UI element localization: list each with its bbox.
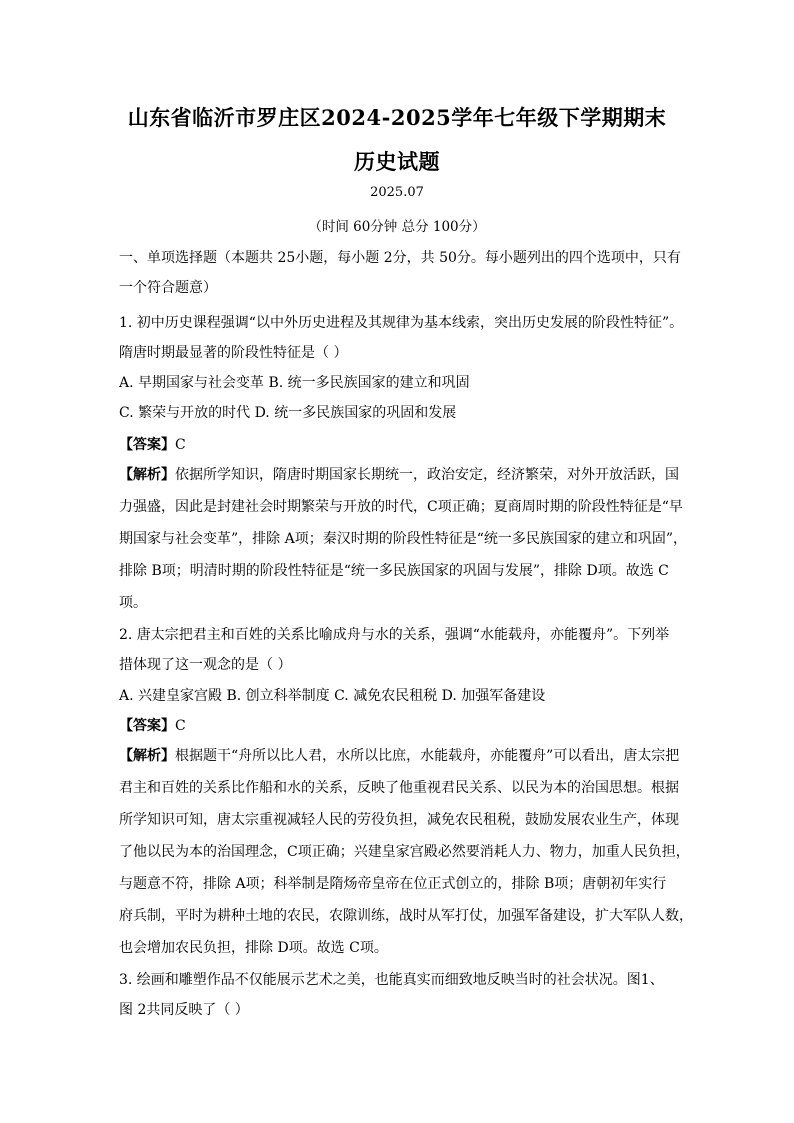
q1-analysis-line1 [119,465,679,485]
q2-options-line1: A. 兴建皇家宫殿 B. 创立科举制度 C. 减免农民租税 D. 加强军备建设 [119,688,546,704]
q1-analysis-text1: 依据所学知识，隋唐时期国家长期统一，政治安定，经济繁荣，对外开放活跃，国 [175,467,679,483]
q3-stem-line1: 3. 绘画和雕塑作品不仅能展示艺术之美，也能真实而细致地反映当时的社会状况。图1、 [119,972,664,988]
q1-analysis-line3: 期国家与社会变革”，排除 A项；秦汉时期的阶段性特征是“统一多民族国家的建立和巩固”， [119,531,688,547]
q2-analysis-line3: 所学知识可知，唐太宗重视减轻人民的劳役负担，减免农民租税，鼓励发展农业生产，体现 [119,812,679,828]
q3-stem-line2: 图 2共同反映了（ ） [119,1002,249,1018]
q2-stem-line2: 措体现了这一观念的是（ ） [119,657,292,673]
q1-stem-line2: 隋唐时期最显著的阶段性特征是（ ） [119,345,348,361]
q1-answer-label: 【答案】 [119,437,175,453]
q2-answer-label: 【答案】 [119,718,175,734]
q2-analysis-line5: 与题意不符，排除 A项；科举制是隋炀帝皇帝在位正式创立的，排除 B项；唐朝初年实行 [119,876,667,892]
exam-title: 山东省临沂市罗庄区2024-2025学年七年级下学期期末 [127,105,667,130]
q1-analysis-line5: 项。 [119,595,147,611]
q1-analysis-line4: 排除 B项；明清时期的阶段性特征是“统一多民族国家的巩固与发展”，排除 D项。故选 C [119,563,669,579]
q2-answer [119,716,186,736]
section-heading-line2: 一个符合题意） [119,280,217,296]
exam-date: 2025.07 [370,185,424,200]
q2-analysis-line6: 府兵制，平时为耕种土地的农民，农隙训练，战时从军打仗，加强军备建设，扩大军队人数， [119,908,693,924]
q1-analysis-label: 【解析】 [119,467,175,483]
q1-options-line2: C. 繁荣与开放的时代 D. 统一多民族国家的巩固和发展 [119,405,457,421]
q1-stem-line1: 1. 初中历史课程强调“以中外历史进程及其规律为基本线索，突出历史发展的阶段性特征”。 [119,315,684,331]
q2-stem-line1: 2. 唐太宗把君主和百姓的关系比喻成舟与水的关系，强调“水能载舟，亦能覆舟”。下列举 [119,627,670,643]
q2-answer-value: C [175,718,186,734]
q2-analysis-label: 【解析】 [119,748,175,764]
q2-analysis-line2: 君主和百姓的关系比作船和水的关系，反映了他重视君民关系、以民为本的治国思想。根据 [119,780,679,796]
q2-analysis-line1 [119,746,679,766]
exam-subtitle: 历史试题 [354,149,440,174]
section-heading-line1: 一、单项选择题（本题共 25小题，每小题 2分，共 50分。每小题列出的四个选项中，只有 [119,250,681,266]
q1-answer [119,435,186,455]
q1-answer-value: C [175,437,186,453]
exam-time-info: （时间 60分钟 总分 100分） [308,219,486,235]
q1-options-line1: A. 早期国家与社会变革 B. 统一多民族国家的建立和巩固 [119,375,470,391]
q1-analysis-line2: 力强盛，因此是封建社会时期繁荣与开放的时代，C项正确；夏商周时期的阶段性特征是“早 [119,499,683,515]
q2-analysis-line7: 也会增加农民负担，排除 D项。故选 C项。 [119,940,388,956]
q2-analysis-line4: 了他以民为本的治国理念，C项正确；兴建皇家宫殿必然要消耗人力、物力，加重人民负担， [119,844,690,860]
q2-analysis-text1: 根据题干“舟所以比人君，水所以比庶，水能载舟，亦能覆舟”可以看出，唐太宗把 [175,748,680,764]
